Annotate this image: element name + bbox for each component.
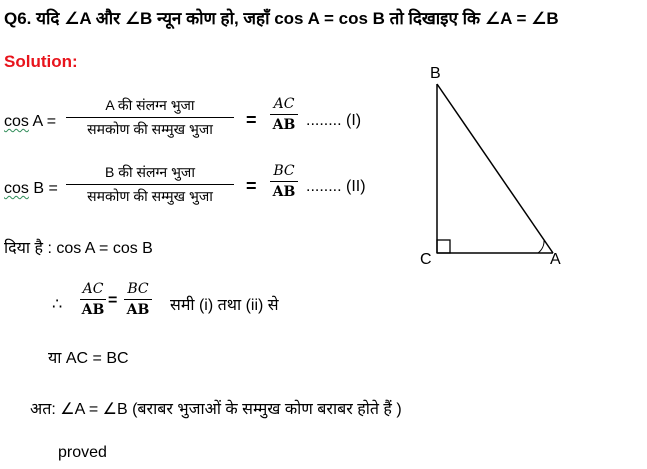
eq2-lhs-var: B = xyxy=(28,180,58,197)
eq1-fraction-denominator: समकोण की सम्मुख भुजा xyxy=(87,121,213,137)
therefore-right-denominator: AB xyxy=(126,302,150,318)
eq2-ratio-numerator: BC xyxy=(273,163,295,179)
therefore-right-bar xyxy=(124,299,152,300)
solution-label: Solution: xyxy=(4,52,78,71)
question-text: Q6. यदि ∠A और ∠B न्यून कोण हो, जहाँ cos A = cos B तो दिखाइए कि ∠A = ∠B xyxy=(4,9,559,28)
or-line: या AC = BC xyxy=(48,350,129,367)
therefore-left-denominator: AB xyxy=(81,302,105,318)
therefore-left-fraction xyxy=(80,281,106,318)
therefore-left-numerator: AC xyxy=(82,281,104,297)
therefore-symbol: ∴ xyxy=(52,296,63,313)
therefore-note: समी (i) तथा (ii) से xyxy=(170,297,279,314)
right-triangle-figure xyxy=(410,60,580,270)
eq1-lhs xyxy=(4,113,56,131)
vertex-label-b: B xyxy=(430,65,441,82)
eq1-ratio-denominator: AB xyxy=(272,117,296,133)
eq1-cos-word: cos xyxy=(4,113,29,130)
eq2-fraction-denominator: समकोण की सम्मुख भुजा xyxy=(87,188,213,204)
eq1-fraction-numerator: A की संलग्न भुजा xyxy=(105,97,195,113)
eq1-fraction-bar xyxy=(66,117,234,118)
therefore-left-bar xyxy=(80,299,106,300)
eq2-tag: ........ (II) xyxy=(306,178,366,195)
therefore-equals: = xyxy=(108,292,118,309)
given-line: दिया है : cos A = cos B xyxy=(4,240,153,257)
eq2-fraction-bar xyxy=(66,184,234,185)
right-angle-marker xyxy=(437,240,450,253)
eq2-ratio xyxy=(270,163,298,200)
therefore-right-fraction xyxy=(124,281,152,318)
vertex-label-c: C xyxy=(420,251,432,268)
triangle-side-ab xyxy=(437,84,553,253)
eq2-lhs xyxy=(4,180,58,198)
eq1-tag: ........ (I) xyxy=(306,112,362,129)
eq1-ratio xyxy=(270,96,298,133)
eq2-fraction-numerator: B की संलग्न भुजा xyxy=(105,164,195,180)
eq1-word-fraction xyxy=(66,96,234,139)
hence-line: अत: ∠A = ∠B (बराबर भुजाओं के सम्मुख कोण बराबर होते हैं ) xyxy=(30,401,402,418)
therefore-right-numerator: BC xyxy=(127,281,149,297)
eq2-ratio-bar xyxy=(270,181,298,182)
proved-text: proved xyxy=(58,444,107,461)
angle-a-arc xyxy=(538,240,544,253)
eq2-equals: = xyxy=(246,176,257,196)
eq2-ratio-denominator: AB xyxy=(272,184,296,200)
vertex-label-a: A xyxy=(550,251,561,268)
eq1-ratio-bar xyxy=(270,114,298,115)
eq1-lhs-var: A = xyxy=(28,113,57,130)
eq1-equals: = xyxy=(246,110,257,130)
eq2-cos-word: cos xyxy=(4,180,29,197)
eq2-word-fraction xyxy=(66,163,234,206)
eq1-ratio-numerator: AC xyxy=(273,96,295,112)
